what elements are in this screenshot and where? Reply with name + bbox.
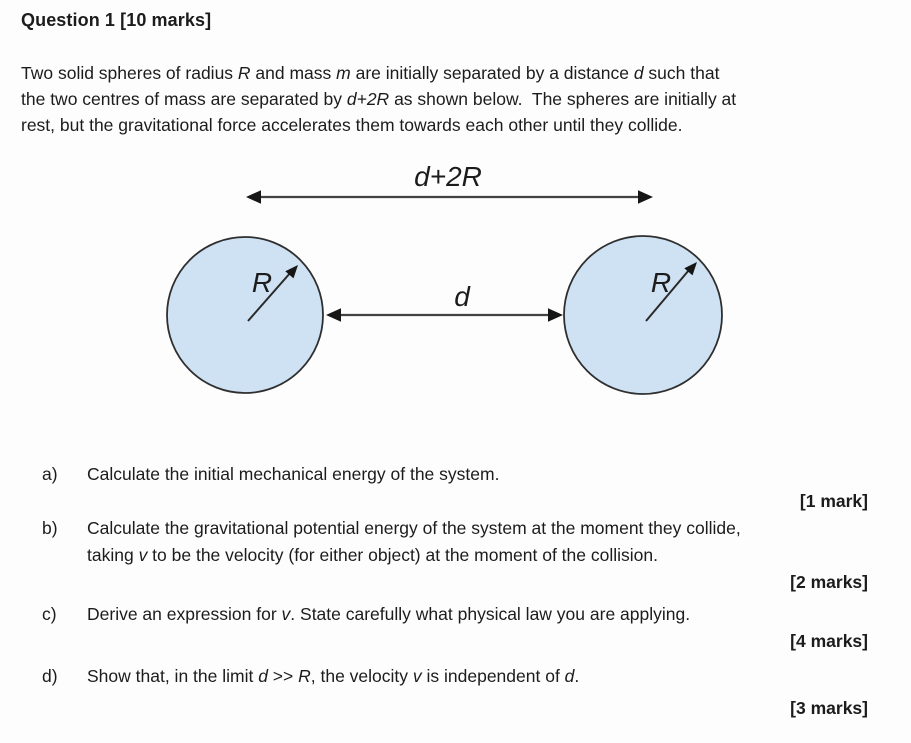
part-b-line-2 (87, 545, 658, 565)
part-b-line-1: Calculate the gravitational potential energy of the system at the moment they collide, (87, 518, 741, 538)
gap-arrow (326, 308, 563, 322)
question-part-a (42, 461, 868, 488)
variable-v: v (281, 604, 291, 624)
center-distance-arrow (246, 190, 653, 204)
intro-text: as shown below. The spheres are initially at (389, 89, 737, 109)
part-d-marker: d) (42, 666, 58, 686)
part-d-text-segment: , the velocity (310, 666, 413, 686)
intro-text: and mass (250, 63, 337, 83)
part-c-text (87, 601, 868, 628)
part-b-text (87, 515, 868, 569)
part-d-text-segment: . (574, 666, 580, 686)
variable-R: R (237, 63, 251, 83)
part-c-marks: [4 marks] (790, 631, 868, 651)
part-b-text-segment: taking (87, 545, 139, 565)
arrowhead-left-icon (326, 308, 341, 322)
part-c-marker: c) (42, 604, 57, 624)
part-b-marks: [2 marks] (790, 572, 868, 592)
arrowhead-right-icon (548, 308, 563, 322)
intro-paragraph (21, 60, 881, 138)
arrowhead-right-icon (638, 190, 653, 204)
right-sphere (564, 236, 722, 394)
arrowhead-left-icon (246, 190, 261, 204)
variable-m: m (336, 63, 351, 83)
left-sphere (167, 237, 323, 393)
intro-line-1 (21, 60, 881, 86)
intro-text: Two solid spheres of radius (21, 63, 238, 83)
part-b-text-segment: to be the velocity (for either object) at the moment of the collision. (147, 545, 658, 565)
part-d-text-segment: >> (267, 666, 299, 686)
question-part-c (42, 601, 868, 628)
intro-line-3 (21, 112, 881, 138)
left-radius-label: R (251, 267, 273, 298)
intro-text: such that (643, 63, 720, 83)
intro-text: are initially separated by a distance (350, 63, 634, 83)
question-title: Question 1 [10 marks] (21, 10, 212, 30)
right-radius-label: R (650, 267, 672, 298)
question-parts-list (42, 461, 868, 722)
part-d-text-segment: Show that, in the limit (87, 666, 259, 686)
variable-v: v (138, 545, 148, 565)
variable-d-plus-2R: d+2R (346, 89, 390, 109)
part-a-text: Calculate the initial mechanical energy of the system. (87, 464, 500, 484)
spheres-diagram (0, 150, 911, 430)
part-a-marker: a) (42, 464, 58, 484)
question-part-b (42, 515, 868, 569)
variable-d: d (564, 666, 575, 686)
gap-label: d (454, 281, 470, 312)
part-a-marks: [1 mark] (799, 491, 868, 511)
intro-text: the two centres of mass are separated by (21, 89, 347, 109)
variable-v: v (412, 666, 422, 686)
intro-line-2 (21, 86, 881, 112)
part-d-text (87, 663, 868, 690)
part-c-text-segment: . State carefully what physical law you are applying. (290, 604, 691, 624)
center-distance-label: d+2R (414, 161, 482, 192)
intro-text: rest, but the gravitational force accelerates them towards each other until they collide. (21, 115, 683, 135)
variable-d: d (633, 63, 644, 83)
part-c-text-segment: Derive an expression for (87, 604, 282, 624)
part-d-marks: [3 marks] (790, 698, 868, 718)
question-part-d (42, 663, 868, 690)
part-d-text-segment: is independent of (421, 666, 565, 686)
variable-R: R (298, 666, 311, 686)
variable-d: d (258, 666, 268, 686)
part-b-marker: b) (42, 518, 58, 538)
